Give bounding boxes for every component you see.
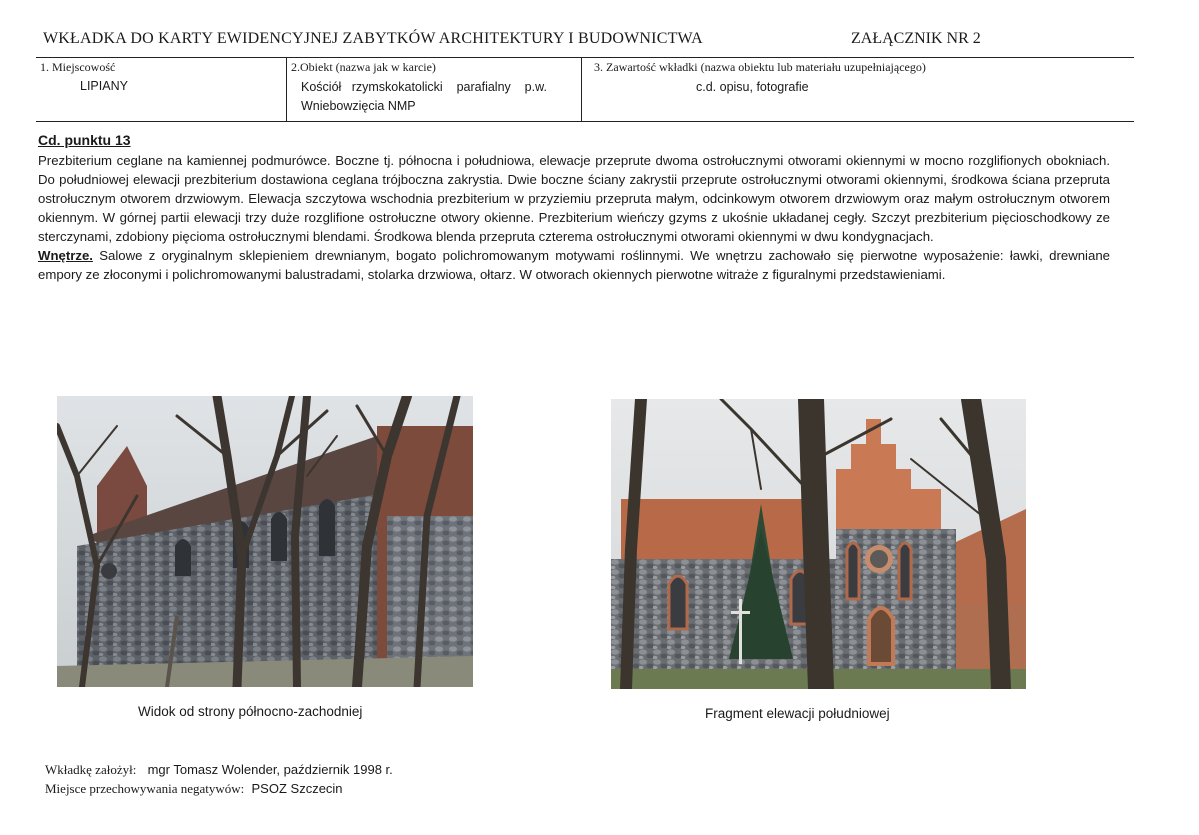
object-value-line-2: Wniebowzięcia NMP [301, 99, 416, 113]
locality-cell [36, 58, 286, 121]
photo-northwest-view [57, 396, 473, 687]
contents-label: 3. Zawartość wkładki (nazwa obiektu lub materiału uzupełniającego) [594, 60, 926, 74]
storage-value: PSOZ Szczecin [251, 781, 343, 796]
header-fields-table [36, 57, 1134, 122]
storage-label: Miejsce przechowywania negatywów: [45, 781, 245, 796]
object-value-line-1: Kościół rzymskokatolicki parafialny p.w. [301, 80, 547, 94]
church-photo-illustration [57, 396, 473, 687]
annex-number: ZAŁĄCZNIK NR 2 [851, 30, 981, 47]
contents-value: c.d. opisu, fotografie [696, 80, 809, 94]
footer-author [45, 762, 393, 778]
photo-caption-south: Fragment elewacji południowej [705, 706, 890, 721]
author-value: mgr Tomasz Wolender, październik 1998 r. [147, 762, 393, 777]
interior-heading: Wnętrze. [38, 248, 93, 263]
author-label: Wkładkę założył: [45, 762, 137, 777]
paragraph-presbytery: Prezbiterium ceglane na kamiennej podmurówce. Boczne tj. północna i południowa, elewacje przeprute dwoma ostrołucznymi otworami okiennymi w mocno rozglifionych obokniach. Do południowej elewacji prezbiterium dostawiona ceglana trójboczna zakrystia. Dwie boczne ściany zakrystii przeprute ostrołucznymi otworami okiennymi, środkowa ściana przepruta ostrołucznym otworem drzwiowym. Elewacja szczytowa wschodnia prezbiterium w przyziemiu przepruta małym, odcinkowym otworem drzwiowym oraz małym ostrołucznym otworem okiennym. W górnej partii elewacji trzy duże rozglifione ostrołuczne otwory okienne. Prezbiterium wieńczy gzyms z ukośnie układanej cegły. Szczyt prezbiterium pięcioschodkowy ze sterczynami, zdobiony pięcioma ostrołucznymi blendami. Środkowa blenda przepruta czterema ostrołucznymi otworami okiennymi w dwu kondygnacjach. [38, 153, 1110, 244]
description-body [38, 131, 1110, 284]
contents-cell [581, 58, 1135, 121]
object-label: 2.Obiekt (nazwa jak w karcie) [291, 60, 436, 74]
photo-south-elevation [611, 399, 1026, 689]
paragraph-interior [38, 246, 1110, 284]
footer-storage [45, 781, 343, 797]
locality-label: 1. Miejscowość [40, 60, 116, 74]
document-title: WKŁADKA DO KARTY EWIDENCYJNEJ ZABYTKÓW ARCHITEKTURY I BUDOWNICTWA [43, 30, 703, 47]
locality-value: LIPIANY [80, 79, 128, 93]
photo-caption-northwest: Widok od strony północno-zachodniej [138, 704, 363, 719]
object-cell [286, 58, 582, 121]
section-heading: Cd. punktu 13 [38, 132, 131, 148]
church-photo-illustration [611, 399, 1026, 689]
interior-text: Salowe z oryginalnym sklepieniem drewnianym, bogato polichromowanym motywami roślinnymi. We wnętrzu zachowało się pierwotne wyposażenie: ławki, drewniane empory ze złoconymi i polichromowanymi balustradami, stolarka drzwiowa, ołtarz. W otworach okiennych pierwotne witraże z figuralnymi przedstawieniami. [38, 248, 1110, 282]
